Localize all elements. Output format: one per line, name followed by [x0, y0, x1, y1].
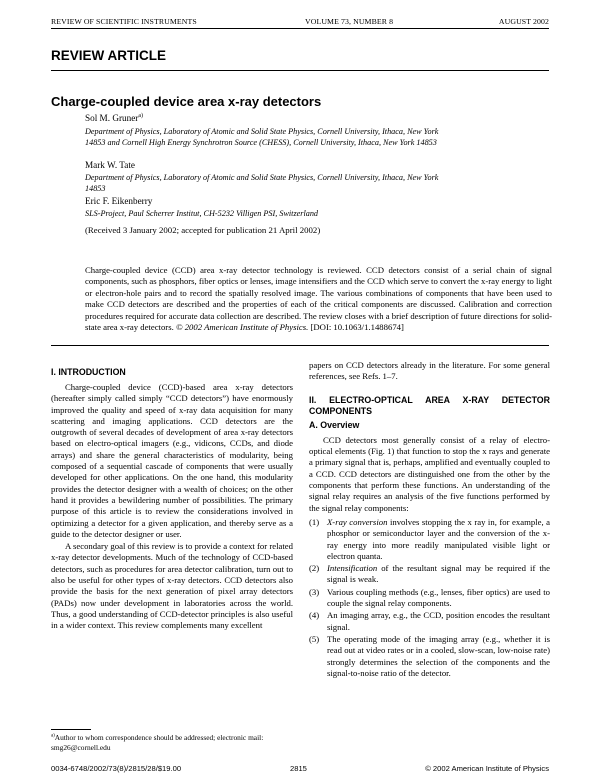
author-3-affiliation: SLS-Project, Paul Scherrer Institut, CH-5232 Villigen PSI, Switzerland: [85, 209, 319, 218]
volume-number: VOLUME 73, NUMBER 8: [305, 17, 394, 26]
list-text: An imaging array, e.g., the CCD, position encodes the resultant signal.: [327, 610, 550, 632]
page-number: 2815: [290, 764, 307, 773]
article-title: Charge-coupled device area x-ray detectors: [51, 94, 322, 109]
footer-copyright: © 2002 American Institute of Physics: [425, 764, 549, 773]
list-item: [309, 587, 550, 610]
footnote-mark: a): [51, 733, 55, 739]
abstract-text: Charge-coupled device (CCD) area x-ray detector technology is reviewed. CCD detectors consist of a serial chain of signal components, such as phosphors, fiber optics or lenses, image intensifiers and the CCD which serve to convert the x-ray energy to light or electron-hole pairs and to record the spatially resolved image. The various combinations of components that have been used to make CCD detectors are described and the properties of each of the critical components are discussed. Calibration and correction procedures required for accurate data collection are described. The review closes with a brief description of future directions for solid-state area x-ray detectors.: [85, 265, 552, 333]
list-number: (1): [309, 516, 320, 527]
author-3: [85, 196, 152, 206]
footnote: [51, 733, 293, 752]
footer-issn: 0034-6748/2002/73(8)/2815/28/$19.00: [51, 764, 182, 773]
author-1-affiliation: Department of Physics, Laboratory of Atomic and Solid State Physics, Cornell University, Ithaca, New York 14853 and Cornell High Energy Synchrotron Source (CHESS), Cornell University, Ithaca, New York 14853: [85, 127, 439, 148]
list-text: The operating mode of the imaging array (e.g., whether it is read out at video rates or in a cooled, slow-scan, low-noise rate) strongly determines the selection of the components and the signal-to-noise ratio of the detector.: [327, 633, 550, 678]
author-name: Mark W. Tate: [85, 160, 135, 170]
list-text: Various coupling methods (e.g., lenses, fiber optics) are used to couple the signal relay components.: [327, 586, 550, 609]
list-number: (3): [309, 586, 320, 597]
list-text: involves stopping the x ray in, for example, a phosphor or semiconductor layer and the conversion of the x-ray energy into more readily manipulated visible light or electron quanta.: [327, 516, 550, 561]
section-rule: [51, 70, 549, 71]
list-number: (2): [309, 563, 320, 574]
author-2-affiliation: Department of Physics, Laboratory of Atomic and Solid State Physics, Cornell University, Ithaca, New York 14853: [85, 173, 439, 194]
list-number: (5): [309, 633, 320, 644]
copyright-notice: © 2002 American Institute of Physics.: [175, 322, 309, 333]
list-item: [309, 563, 550, 586]
list-term: Intensification: [327, 563, 378, 574]
paragraph: A secondary goal of this review is to provide a context for related x-ray detector developments. Much of the technology of CCD-based detectors, such as procedures for area detector calibration, turn out to also be useful for other types of x-ray detectors. CCD detectors also provide the basis for the next generation of pixel array detectors (PADs) now under development in laboratories across the world. Thus, a good understanding of CCD-detector principles is also useful in a wider context. This review complements many excellent: [51, 541, 293, 631]
issue-date: AUGUST 2002: [498, 17, 549, 26]
subsection-heading-overview: A. Overview: [309, 419, 360, 430]
paragraph-continuation: papers on CCD detectors already in the literature. For some general references, see Refs. 1–7.: [309, 360, 550, 382]
abstract: [85, 265, 552, 333]
journal-name: REVIEW OF SCIENTIFIC INSTRUMENTS: [51, 17, 197, 26]
list-item: [309, 610, 550, 633]
list-text: of the resultant signal may be required if the signal is weak.: [327, 563, 550, 585]
section-label: REVIEW ARTICLE: [51, 48, 167, 63]
footnote-rule: [51, 729, 91, 730]
list-term: X-ray conversion: [327, 516, 388, 527]
author-1: [85, 113, 143, 123]
author-name: Sol M. Gruner: [85, 113, 139, 123]
paragraph: Charge-coupled device (CCD)-based area x-ray detectors (hereafter simply called simply “CCD detectors”) have enormously improved the quality and speed of x-ray data acquisition for many scattering and imaging applications. CCD detectors are the outgrowth of several decades of development of area x-ray detectors based on electro-optical imagers (e.g., vidicons, CCDs, and diode arrays) and share the general characteristics of modularity, being composed of a sequential cascade of components that were usually developed for other applications. On the one hand, this modularity provides the detector designer with a wealth of choices; on the other hand it provides a bewildering number of possibilities. The primary purpose of this article is to review the considerations involved in optimizing a detector for a given application, and thereby serve as a guide to the detector designer or user.: [51, 382, 293, 539]
paragraph: CCD detectors most generally consist of a relay of electro-optical elements (Fig. 1) that function to stop the x rays and generate a primary signal that is, perhaps, amplified and eventually coupled to a CCD. CCD detectors are distinguished one from the other by the components that perform these functions. An understanding of the signal relay requires an analysis of the five functions performed by the signal relay components:: [309, 434, 550, 513]
list-item: [309, 517, 550, 562]
left-column: [51, 367, 293, 632]
header-rule: [51, 28, 549, 29]
footnote-text: Author to whom correspondence should be addressed; electronic mail: smg26@cornell.edu: [51, 733, 264, 752]
list-number: (4): [309, 610, 320, 621]
author-name: Eric F. Eikenberry: [85, 196, 153, 206]
list-item: [309, 634, 550, 679]
abstract-rule: [51, 345, 549, 346]
right-column: [309, 360, 550, 680]
received-dates: (Received 3 January 2002; accepted for publication 21 April 2002): [85, 225, 321, 235]
signal-relay-list: [309, 517, 550, 679]
author-2: [85, 160, 135, 170]
doi-link[interactable]: [DOI: 10.1063/1.1488674]: [310, 322, 404, 333]
section-heading-introduction: I. INTRODUCTION: [51, 367, 126, 377]
section-heading-components: II. ELECTRO-OPTICAL AREA X-RAY DETECTOR COMPONENTS: [309, 394, 550, 416]
author-footnote-mark: a): [138, 112, 143, 119]
